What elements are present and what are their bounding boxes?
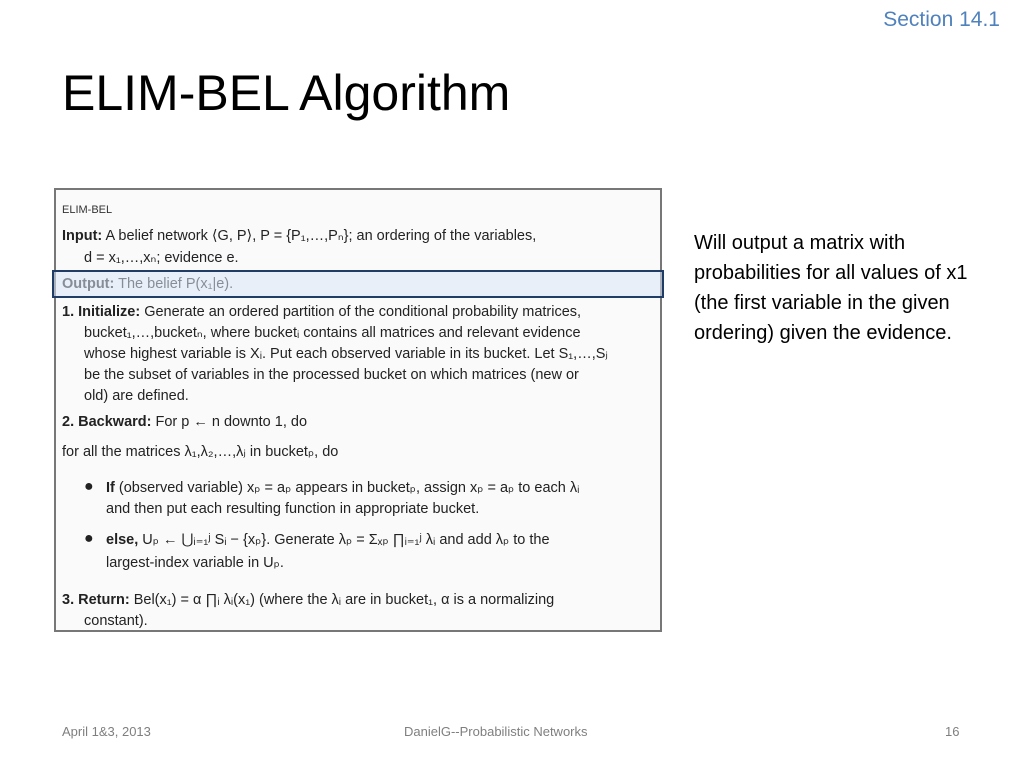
if-text: (observed variable) xₚ = aₚ appears in bucketₚ, assign xₚ = aₚ to each λᵢ [118,480,580,496]
slide-number: 16 [945,724,960,739]
initialize-label: 1. Initialize: [62,304,141,320]
step-backward [62,414,307,430]
slide-title: ELIM-BEL Algorithm [62,65,511,121]
step-initialize [62,304,581,320]
backward-text: For p ← n downto 1, do [155,414,308,430]
else-line [106,532,550,548]
initialize-text: Generate an ordered partition of the conditional probability matrices, [144,304,582,320]
else-text-2: largest-index variable in Uₚ. [106,555,284,571]
footer-title: DanielG--Probabilistic Networks [404,724,588,739]
return-text: Bel(x₁) = α ∏ᵢ λᵢ(x₁) (where the λᵢ are in bucket₁, α is a normalizing [133,592,555,608]
else-text: Uₚ ← ⋃ᵢ₌₁ʲ Sᵢ − {xₚ}. Generate λₚ = Σₓₚ ∏ᵢ₌₁ʲ λᵢ and add λₚ to the [142,532,550,548]
input-label: Input: [62,228,103,244]
if-line [106,480,579,496]
initialize-text-5: old) are defined. [84,388,189,404]
if-label: If [106,480,115,496]
return-text-2: constant). [84,613,148,629]
initialize-text-2: bucket₁,…,bucketₙ, where bucketᵢ contains all matrices and relevant evidence [84,325,581,341]
backward-label: 2. Backward: [62,414,152,430]
bullet-if: ● [84,478,94,495]
bullet-else: ● [84,530,94,547]
side-note: Will output a matrix with probabilities for all values of x1 (the first variable in the given ordering) given the evidence. [694,232,968,344]
if-text-2: and then put each resulting function in appropriate bucket. [106,501,480,517]
else-label: else, [106,532,139,548]
footer-date: April 1&3, 2013 [62,724,151,739]
algorithm-figure [54,188,662,632]
algorithm-heading: ELIM-BEL [62,204,113,216]
input-text: A belief network ⟨G, P⟩, P = {P₁,…,Pₙ}; an ordering of the variables, [105,228,537,244]
section-tag: Section 14.1 [883,8,1000,31]
initialize-text-3: whose highest variable is Xᵢ. Put each observed variable in its bucket. Let S₁,…,Sⱼ [84,346,608,362]
input-line [62,228,536,244]
output-highlight-box [52,270,664,298]
input-text-cont: d = x₁,…,xₙ; evidence e. [84,250,239,266]
backward-text-2: for all the matrices λ₁,λ₂,…,λⱼ in bucketₚ, do [62,444,339,460]
initialize-text-4: be the subset of variables in the processed bucket on which matrices (new or [84,367,579,383]
step-return [62,592,554,608]
return-label: 3. Return: [62,592,130,608]
